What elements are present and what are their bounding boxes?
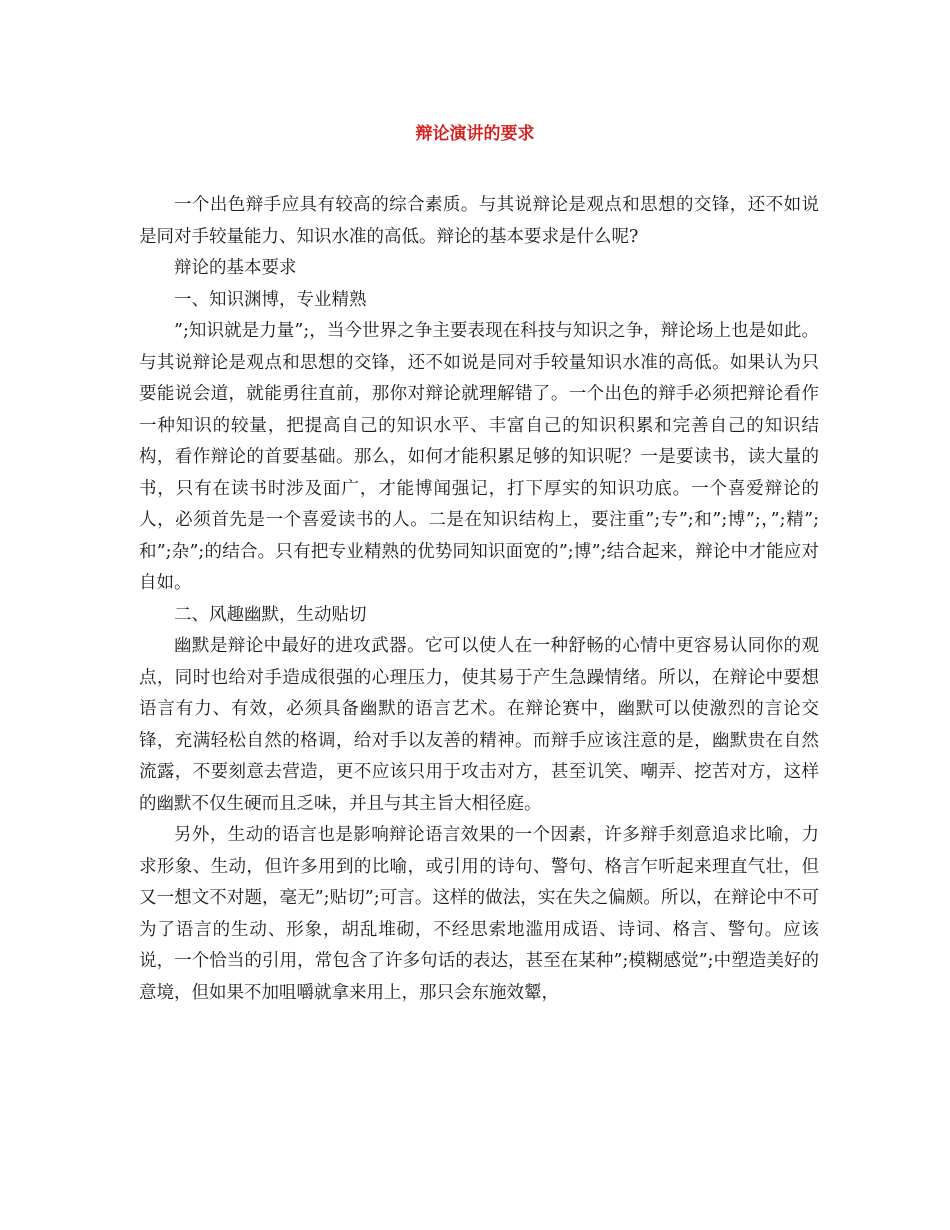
document-title: 辩论演讲的要求	[415, 124, 535, 144]
paragraph-intro: 一个出色辩手应具有较高的综合素质。与其说辩论是观点和思想的交锋，还不如说是同对手较量能力、知识水准的高低。辩论的基本要求是什么呢?	[139, 195, 819, 247]
section-heading-humor: 二、风趣幽默，生动贴切	[174, 604, 367, 625]
paragraph-vivid-language: 另外，生动的语言也是影响辩论语言效果的一个因素，许多辩手刻意追求比喻，力求形象、生动，但许多用到的比喻，或引用的诗句、警句、格言乍听起来理直气壮，但又一想文不对题，毫无”;贴切”;可言。这样的做法，实在失之偏颇。所以，在辩论中不可为了语言的生动、形象，胡乱堆砌，不经思索地滥用成语、诗词、格言、警句。应该说，一个恰当的引用，常包含了许多句话的表达，甚至在某种”;模糊感觉”;中塑造美好的意境，但如果不加咀嚼就拿来用上，那只会东施效颦，	[139, 825, 819, 1003]
paragraph-humor: 幽默是辩论中最好的进攻武器。它可以使人在一种舒畅的心情中更容易认同你的观点，同时也给对手造成很强的心理压力，使其易于产生急躁情绪。所以，在辩论中要想语言有力、有效，必须具备幽默的语言艺术。在辩论赛中，幽默可以使激烈的言论交锋，充满轻松自然的格调，给对手以友善的精神。而辩手应该注意的是，幽默贵在自然流露，不要刻意去营造，更不应该只用于攻击对方，甚至讥笑、嘲弄、挖苦对方，这样的幽默不仅生硬而且乏味，并且与其主旨大相径庭。	[139, 636, 819, 814]
paragraph-knowledge: ”;知识就是力量”;，当今世界之争主要表现在科技与知识之争，辩论场上也是如此。与其说辩论是观点和思想的交锋，还不如说是同对手较量知识水准的高低。如果认为只要能说会道，就能勇往直前，那你对辩论就理解错了。一个出色的辩手必须把辩论看作一种知识的较量，把提高自己的知识水平、丰富自己的知识积累和完善自己的知识结构，看作辩论的首要基础。那么，如何才能积累足够的知识呢？一是要读书，读大量的书，只有在读书时涉及面广，才能博闻强记，打下厚实的知识功底。一个喜爱辩论的人，必须首先是一个喜爱读书的人。二是在知识结构上，要注重”;专”;和”;博”;，”;精”;和”;杂”;的结合。只有把专业精熟的优势同知识面宽的”;博”;结合起来，辩论中才能应对自如。	[139, 321, 819, 593]
section-heading-knowledge: 一、知识渊博，专业精熟	[174, 289, 367, 310]
document-body	[139, 190, 819, 1009]
section-heading-basic-requirements: 辩论的基本要求	[174, 258, 297, 278]
